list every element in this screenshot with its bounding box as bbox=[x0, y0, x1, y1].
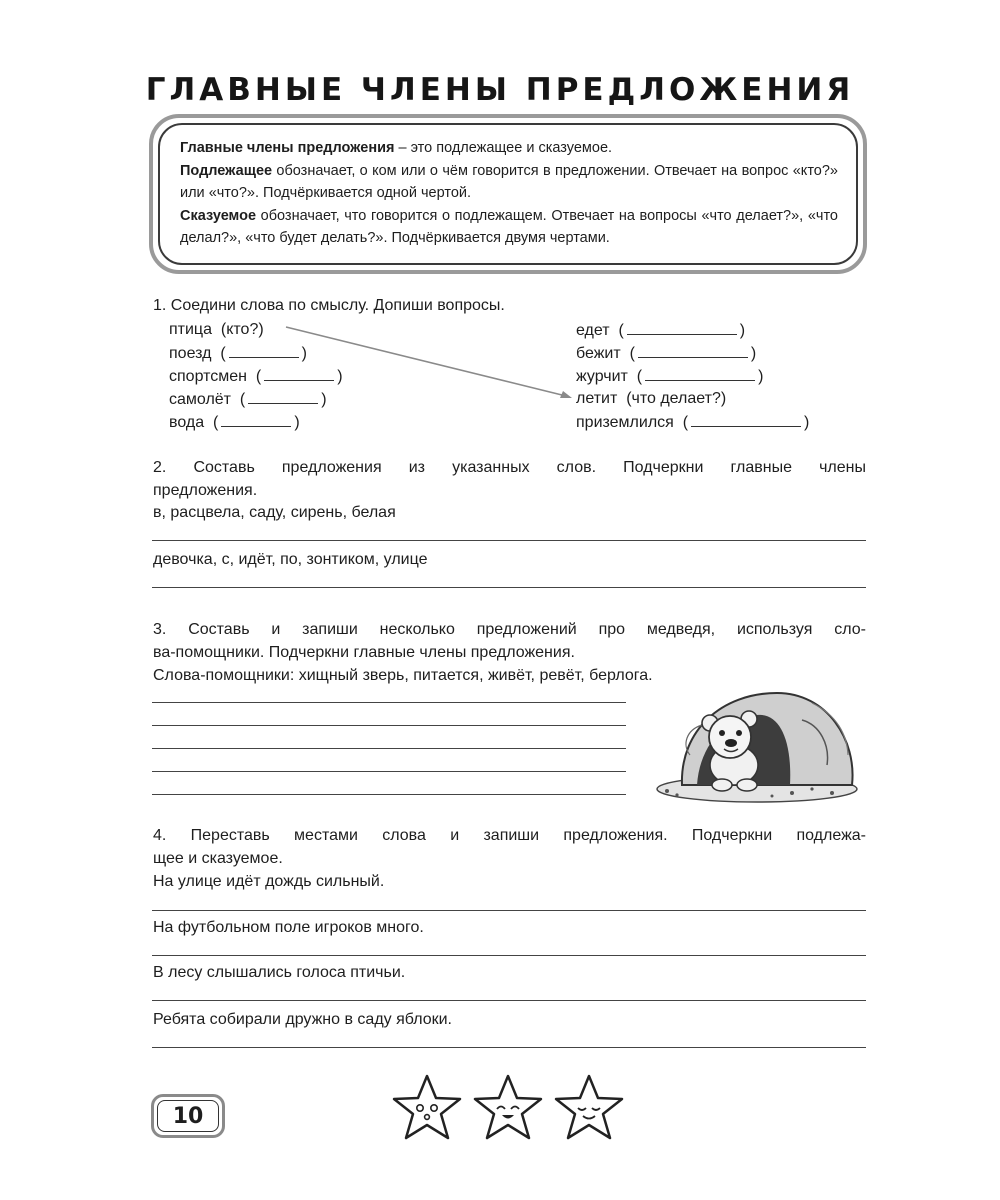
page-number: 10 bbox=[157, 1100, 219, 1132]
task1-left-item: поезд ( ) bbox=[169, 345, 307, 362]
arrow-line bbox=[286, 327, 566, 396]
word-landed: приземлился bbox=[576, 414, 674, 431]
word-flies: летит bbox=[576, 390, 618, 407]
writing-line[interactable] bbox=[152, 1047, 866, 1048]
arrow-head bbox=[560, 391, 572, 398]
task2-heading-line1: 2. Составь предложения из указанных слов. Подчеркни главные члены bbox=[153, 459, 866, 476]
star-surprised-icon bbox=[390, 1072, 464, 1144]
page-number-badge bbox=[151, 1094, 225, 1138]
word-plane: самолёт bbox=[169, 391, 232, 408]
writing-line[interactable] bbox=[152, 748, 626, 749]
task3-heading-line2: ва-помощники. Подчеркни главные члены предложения. bbox=[153, 644, 575, 661]
rule-definition-1: – это подлежащее и сказуемое. bbox=[394, 140, 613, 156]
task4-heading-line1: 4. Переставь местами слова и запиши предложения. Подчеркни подлежа- bbox=[153, 827, 866, 844]
word-bird: птица bbox=[169, 321, 212, 338]
task3-heading-line1: 3. Составь и запиши несколько предложений про медведя, используя сло- bbox=[153, 621, 866, 638]
word-rides: едет bbox=[576, 322, 610, 339]
task1-left-item: спортсмен ( ) bbox=[169, 368, 343, 385]
page-title: ГЛАВНЫЕ ЧЛЕНЫ ПРЕДЛОЖЕНИЯ bbox=[145, 72, 855, 108]
word-water: вода bbox=[169, 414, 205, 431]
writing-line[interactable] bbox=[152, 540, 866, 541]
task2-words-1: в, расцвела, саду, сирень, белая bbox=[153, 504, 396, 521]
star-smiling-icon bbox=[552, 1072, 626, 1144]
bear-in-den-illustration bbox=[652, 685, 866, 805]
writing-line[interactable] bbox=[152, 725, 626, 726]
writing-line[interactable] bbox=[152, 955, 866, 956]
task4-sentence-4: Ребята собирали дружно в саду яблоки. bbox=[153, 1011, 452, 1028]
task1-right-item: журчит ( ) bbox=[576, 368, 764, 385]
writing-line[interactable] bbox=[152, 702, 626, 703]
writing-line[interactable] bbox=[152, 771, 626, 772]
question-given: (кто?) bbox=[220, 321, 264, 338]
task2-heading-line2: предложения. bbox=[153, 482, 258, 499]
word-athlete: спортсмен bbox=[169, 368, 247, 385]
task4-heading-line2: щее и сказуемое. bbox=[153, 850, 283, 867]
writing-line[interactable] bbox=[152, 587, 866, 588]
task1-left-item: вода ( ) bbox=[169, 414, 300, 431]
rule-definition-2: обозначает, о ком или о чём говорится в предложении. Отвечает на вопрос «кто?» или «что?». Подчёркивается одной чертой. bbox=[180, 162, 838, 202]
task1-left-item: самолёт ( ) bbox=[169, 391, 327, 408]
word-train: поезд bbox=[169, 345, 212, 362]
writing-line[interactable] bbox=[152, 1000, 866, 1001]
task4-sentence-2: На футбольном поле игроков много. bbox=[153, 919, 424, 936]
word-murmurs: журчит bbox=[576, 368, 628, 385]
task1-right-item: бежит ( ) bbox=[576, 345, 757, 362]
task3-helper-words: Слова-помощники: хищный зверь, питается, живёт, ревёт, берлога. bbox=[153, 667, 653, 684]
star-happy-icon bbox=[471, 1072, 545, 1144]
task4-sentence-3: В лесу слышались голоса птичьи. bbox=[153, 964, 406, 981]
task2-words-2: девочка, с, идёт, по, зонтиком, улице bbox=[153, 551, 428, 568]
task4-sentence-1: На улице идёт дождь сильный. bbox=[153, 873, 385, 890]
task1-heading: 1. Соедини слова по смыслу. Допиши вопросы. bbox=[153, 297, 505, 314]
word-runs: бежит bbox=[576, 345, 621, 362]
rule-term-main-members: Главные члены предложения bbox=[180, 140, 395, 156]
rule-term-predicate: Сказуемое bbox=[180, 207, 257, 224]
task1-right-item: приземлился ( ) bbox=[576, 414, 810, 431]
rule-definition-3: обозначает, что говорится о подлежащем. Отвечает на вопросы «что делает?», «что делал?», «что будет делать?». Подчёркивается двумя чертами. bbox=[180, 207, 838, 247]
rule-term-subject: Подлежащее bbox=[180, 162, 273, 179]
question-given: (что делает?) bbox=[626, 390, 727, 407]
task1-right-item: едет ( ) bbox=[576, 322, 746, 339]
writing-line[interactable] bbox=[152, 910, 866, 911]
writing-line[interactable] bbox=[152, 794, 626, 795]
